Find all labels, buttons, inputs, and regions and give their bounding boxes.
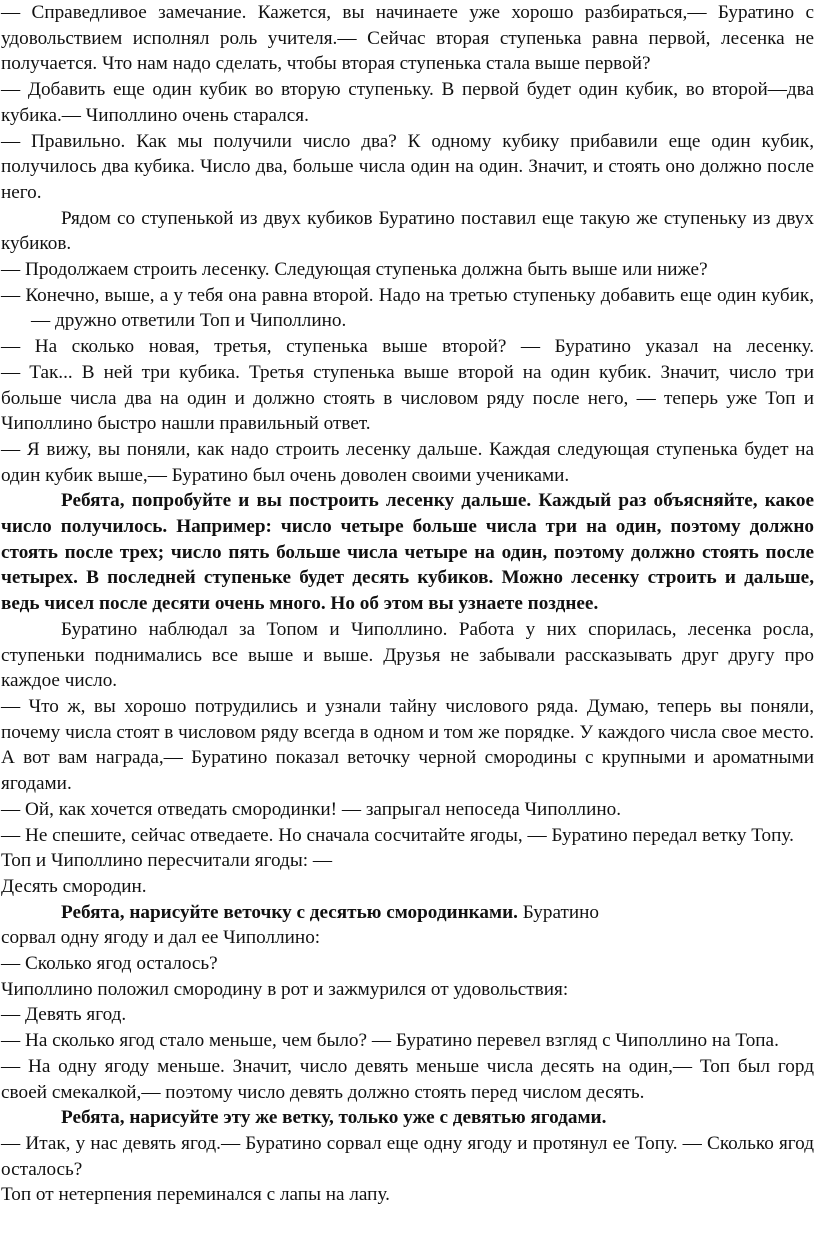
paragraph-23: — На одну ягоду меньше. Значит, число девять меньше числа десять на один,— Топ был горд своей смекалкой,— поэтому число девять должно стоять перед числом десять.	[1, 1055, 814, 1103]
paragraph-5: — Продолжаем строить лесенку. Следующая ступенька должна быть выше или ниже?	[1, 259, 708, 281]
paragraph-15: Топ и Чиполлино пересчитали ягоды: —	[1, 850, 333, 872]
paragraph-17-bold: Ребята, нарисуйте веточку с десятью смородинками.	[61, 901, 518, 923]
paragraph-2: — Добавить еще один кубик во вторую ступеньку. В первой будет один кубик, во второй—два кубика.— Чиполлино очень старался.	[1, 79, 814, 126]
paragraph-1: — Справедливое замечание. Кажется, вы начинаете уже хорошо разбираться,— Буратино с удовольствием исполнял роль учителя.— Сейчас вторая ступенька равна первой, лесенка не получается. Что нам надо сделать, чтобы вторая ступенька стала выше первой?	[1, 2, 814, 75]
paragraph-7: — На сколько новая, третья, ступенька выше второй? — Буратино указал на лесенку.	[1, 336, 814, 358]
paragraph-24-bold: Ребята, нарисуйте эту же ветку, только уже с девятью ягодами.	[61, 1107, 607, 1129]
paragraph-11: Буратино наблюдал за Топом и Чиполлино. Работа у них спорилась, лесенка росла, ступеньки поднимались все выше и выше. Друзья не забывали рассказывать друг другу про каждое число.	[1, 618, 814, 692]
paragraph-19: — Сколько ягод осталось?	[1, 953, 218, 975]
paragraph-14: — Не спешите, сейчас отведаете. Но сначала сосчитайте ягоды, — Буратино передал ветку Топу.	[1, 824, 794, 846]
paragraph-25: — Итак, у нас девять ягод.— Буратино сорвал еще одну ягоду и протянул ее Топу. — Сколько ягод осталось?	[1, 1132, 814, 1180]
paragraph-8: — Так... В ней три кубика. Третья ступенька выше второй на один кубик. Значит, число три больше числа два на один и должно стоять в числовом ряду после него, — теперь уже Топ и Чиполлино быстро нашли правильный ответ.	[1, 361, 814, 435]
paragraph-18: сорвал одну ягоду и дал ее Чиполлино:	[1, 927, 321, 949]
paragraph-21: — Девять ягод.	[1, 1004, 127, 1026]
paragraph-10-bold: Ребята, попробуйте и вы построить лесенку дальше. Каждый раз объясняйте, какое число получилось. Например: число четыре больше числа три на один, поэтому должно стоять после трех; число пять больше числа четыре на один, поэтому должно стоять после четырех. В последней ступеньке будет десять кубиков. Можно лесенку строить и дальше, ведь чисел после десяти очень много. Но об этом вы узнаете позднее.	[1, 490, 814, 615]
paragraph-17	[1, 900, 814, 926]
paragraph-16: Десять смородин.	[1, 875, 147, 897]
paragraph-12: — Что ж, вы хорошо потрудились и узнали тайну числового ряда. Думаю, теперь вы поняли, почему числа стоят в числовом ряду всегда в одном и том же порядке. У каждого числа свое место. А вот вам награда,— Буратино показал веточку черной смородины с крупными и ароматными ягодами.	[1, 695, 814, 795]
paragraph-6: — Конечно, выше, а у тебя она равна второй. Надо на третью ступеньку добавить еще один кубик, — дружно ответили Топ и Чиполлино.	[1, 284, 814, 332]
paragraph-4: Рядом со ступенькой из двух кубиков Буратино поставил еще такую же ступеньку из двух кубиков.	[1, 207, 814, 255]
paragraph-17-rest: Буратино	[522, 901, 599, 923]
paragraph-9: — Я вижу, вы поняли, как надо строить лесенку дальше. Каждая следующая ступенька будет на один кубик выше,— Буратино был очень доволен своими учениками.	[1, 438, 814, 486]
paragraph-13: — Ой, как хочется отведать смородинки! — запрыгал непоседа Чиполлино.	[1, 798, 622, 820]
paragraph-26: Топ от нетерпения переминался с лапы на лапу.	[1, 1184, 390, 1206]
paragraph-22: — На сколько ягод стало меньше, чем было? — Буратино перевел взгляд с Чиполлино на Топа.	[1, 1030, 779, 1052]
paragraph-20: Чиполлино положил смородину в рот и зажмурился от удовольствия:	[1, 978, 569, 1000]
paragraph-3: — Правильно. Как мы получили число два? К одному кубику прибавили еще один кубик, получилось два кубика. Число два, больше числа один на один. Значит, и стоять оно должно после него.	[1, 130, 814, 203]
